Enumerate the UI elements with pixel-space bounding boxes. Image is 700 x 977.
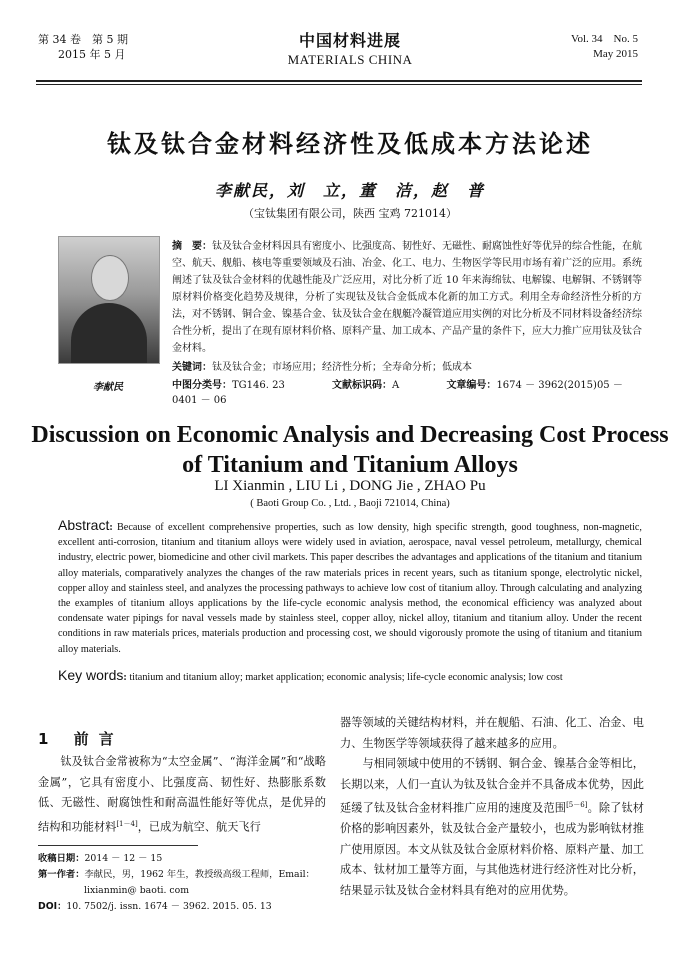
abstract-cn-label: 摘 要：: [172, 241, 212, 252]
section-title: 前言: [73, 730, 124, 748]
journal-title-cn: 中国材料进展: [298, 31, 401, 50]
keywords-cn: [172, 358, 642, 373]
header-rule-thin: [36, 84, 642, 85]
author-photo-caption: 李献民: [93, 382, 123, 393]
classification-cn: [172, 376, 642, 406]
body-column-right: [340, 713, 644, 901]
body-paragraph: 器等领域的关键结构材料，并在舰船、石油、化工、冶金、电力、生物医学等领域获得了越来越多的应用。: [340, 716, 644, 750]
header-rule-thick: [36, 80, 642, 82]
keywords-en: Key words: titanium and titanium alloy; market application; economic analysis; life-cycle economic analysis; low cost: [58, 667, 563, 683]
header-volume-en: Vol. 34 No. 5: [570, 33, 638, 45]
abstract-en: Abstract: Because of excellent comprehensive properties, such as low density, high specific strength, good toughness, non-magnetic, excellent anti-corrosion, titanium and titanium alloys were widely used in aviation, aerospace, naval vessel petroleum, metallurgy, chemical industry, electric power, biomedicine and other civil markets. This paper describes the advantages and applications of the titanium and titanium alloy materials, comparatively analyzes the changes of the raw materials prices in recent years, such as titanium sponge, electrolytic nickel, copper alloy and stainless steel, and analyzes the processing pathways to achieve low cost of titanium alloy. Through calculating and analyzing the examples of titanium alloys applications by the life-cycle economic analysis method, the economical efficiency was analyzed about condensate water pipings for naval vessels made by stainless steel, copper alloy, nickel alloy, titanium and titanium alloy. Under the recent conditions in raw materials prices, materials production and processing cost, we should vigorously promote the using of titanium and titanium alloy materials.: [58, 517, 642, 655]
footnote-rule: [38, 845, 198, 846]
first-author-label: 第一作者：: [38, 869, 85, 880]
citation: [1－4]: [116, 819, 138, 828]
paper-title-en-line1: Discussion on Economic Analysis and Decreasing Cost Process: [31, 422, 669, 448]
paper-title-cn: 钛及钛合金材料经济性及低成本方法论述: [107, 130, 593, 158]
section-heading: [38, 728, 124, 749]
received-date: 2014 － 12 － 15: [84, 853, 163, 864]
first-author-info: 李献民，男，1962 年生，教授级高级工程师，Email：: [84, 869, 315, 880]
authors-cn: 李献民，刘 立，董 洁，赵 普: [214, 181, 485, 200]
received-label: 收稿日期：: [38, 853, 85, 864]
abstract-cn: [172, 238, 642, 357]
article-number-value: 1674 － 3962(2015)05 － 0401 － 06: [172, 380, 623, 406]
article-number-label: 文章编号：: [446, 380, 497, 391]
paper-title-en-line2: of Titanium and Titanium Alloys: [182, 452, 518, 478]
body-paragraph: 钛及钛合金常被称为“太空金属”、“海洋金属”和“战略金属”，它具有密度小、比强度高、韧性好、热膨胀系数低、无磁性、耐腐蚀性和耐高温性能好等优点，是优异的结构和功能材料[1－4]，已成为航空、航天飞行: [38, 755, 326, 834]
body-column-left: [38, 752, 326, 838]
body-paragraph: 与相同领域中使用的不锈钢、铜合金、镍基合金等相比，长期以来，人们一直认为钛及钛合金并不具备成本优势，因此延缓了钛及钛合金材料推广应用的速度及范围[5－6]。除了钛材价格的影响因素外，钛及钛合金产量较小，也成为影响钛材推广使用原因。本文从钛及钛合金原材料价格、原料产量、加工成本、钛材加工量等方面，与其他选材进行经济性对比分析，结果显示钛及钛合金材料具有绝对的应用优势。: [340, 757, 644, 897]
header-volume-cn: 第 34 卷 第 5 期: [38, 33, 128, 46]
clc-value: TG146. 23: [232, 380, 285, 391]
footnotes: [38, 851, 328, 915]
keywords-cn-text: 钛及钛合金；市场应用；经济性分析；全寿命分析；低成本: [212, 362, 472, 373]
keywords-cn-label: 关键词：: [172, 362, 212, 373]
authors-en: LI Xianmin , LIU Li , DONG Jie , ZHAO Pu: [214, 478, 486, 494]
keywords-en-text: titanium and titanium alloy; market application; economic analysis; life-cycle economic analysis; low cost: [129, 672, 563, 683]
clc-label: 中图分类号：: [172, 380, 232, 391]
author-photo: [58, 236, 160, 364]
section-number: 1: [38, 730, 59, 748]
abstract-cn-text: 钛及钛合金材料因具有密度小、比强度高、韧性好、无磁性、耐腐蚀性好等优异的综合性能，在航空、航天、舰船、核电等重要领域及石油、冶金、化工、电力、生物医学等民用市场有着广泛的应用。系统阐述了钛及钛合金材料的优越性能及广泛应用，对比分析了近 10 年来海绵钛、电解镍、电解铜、不锈钢等原材料价格变化趋势及规律，分析了实现钛及钛合金低成本化新的加工方式。利用全寿命经济性分析的方法，对不锈钢、铜合金、镍基合金、钛及钛合金在舰艇冷凝管道应用实例的对比分析及不同材料设备经济综合性分析，提出了在现有原材料价格、原料产量、加工成本、产品产量的条件下，应大力推广应用钛及钛合金材料。: [172, 241, 642, 354]
affiliation-cn: （宝钛集团有限公司，陕西 宝鸡 721014）: [243, 207, 457, 220]
doc-code-value: A: [392, 380, 400, 391]
citation: [5－6]: [566, 801, 588, 809]
paper-title-en: [0, 420, 700, 480]
keywords-en-label: Key words: [58, 667, 124, 683]
doi-value: 10. 7502/j. issn. 1674 － 3962. 2015. 05. 13: [66, 901, 272, 912]
doi-label: DOI：: [38, 901, 67, 912]
journal-title-en: MATERIALS CHINA: [287, 52, 413, 67]
header-date-en: May 2015: [593, 48, 638, 60]
author-email: lixianmin@ baoti. com: [84, 885, 190, 896]
abstract-en-text: Because of excellent comprehensive properties, such as low density, high specific strength, good toughness, non-magnetic, excellent anti-corrosion, titanium and titanium alloys were widely used in aviation, aerospace, naval vessel petroleum, metallurgy, chemical industry, electric power, biomedicine and other civil markets. This paper describes the advantages and applications of the titanium and titanium alloy materials, comparatively analyzes the changes of the raw materials prices in recent years, such as titanium sponge, electrolytic nickel, copper alloy and stainless steel, and analyzes the processing pathways to achieve low cost of titanium alloy. Through calculating and analyzing the examples of titanium alloys applications by the life-cycle economic analysis method, the economical efficiency was analyzed about condensate water pipings for naval vessels made by stainless steel, copper alloy, nickel alloy, titanium and titanium alloy. Under the recent conditions in raw materials prices, materials production and processing cost, we should vigorously promote the using of titanium and titanium alloy materials.: [58, 522, 642, 655]
doc-code-label: 文献标识码：: [332, 380, 393, 391]
abstract-en-label: Abstract: [58, 517, 110, 533]
header-date-cn: 2015 年 5 月: [58, 48, 126, 61]
affiliation-en: ( Baoti Group Co. , Ltd. , Baoji 721014, China): [250, 498, 450, 509]
header-volume-issue-en: [571, 32, 638, 62]
